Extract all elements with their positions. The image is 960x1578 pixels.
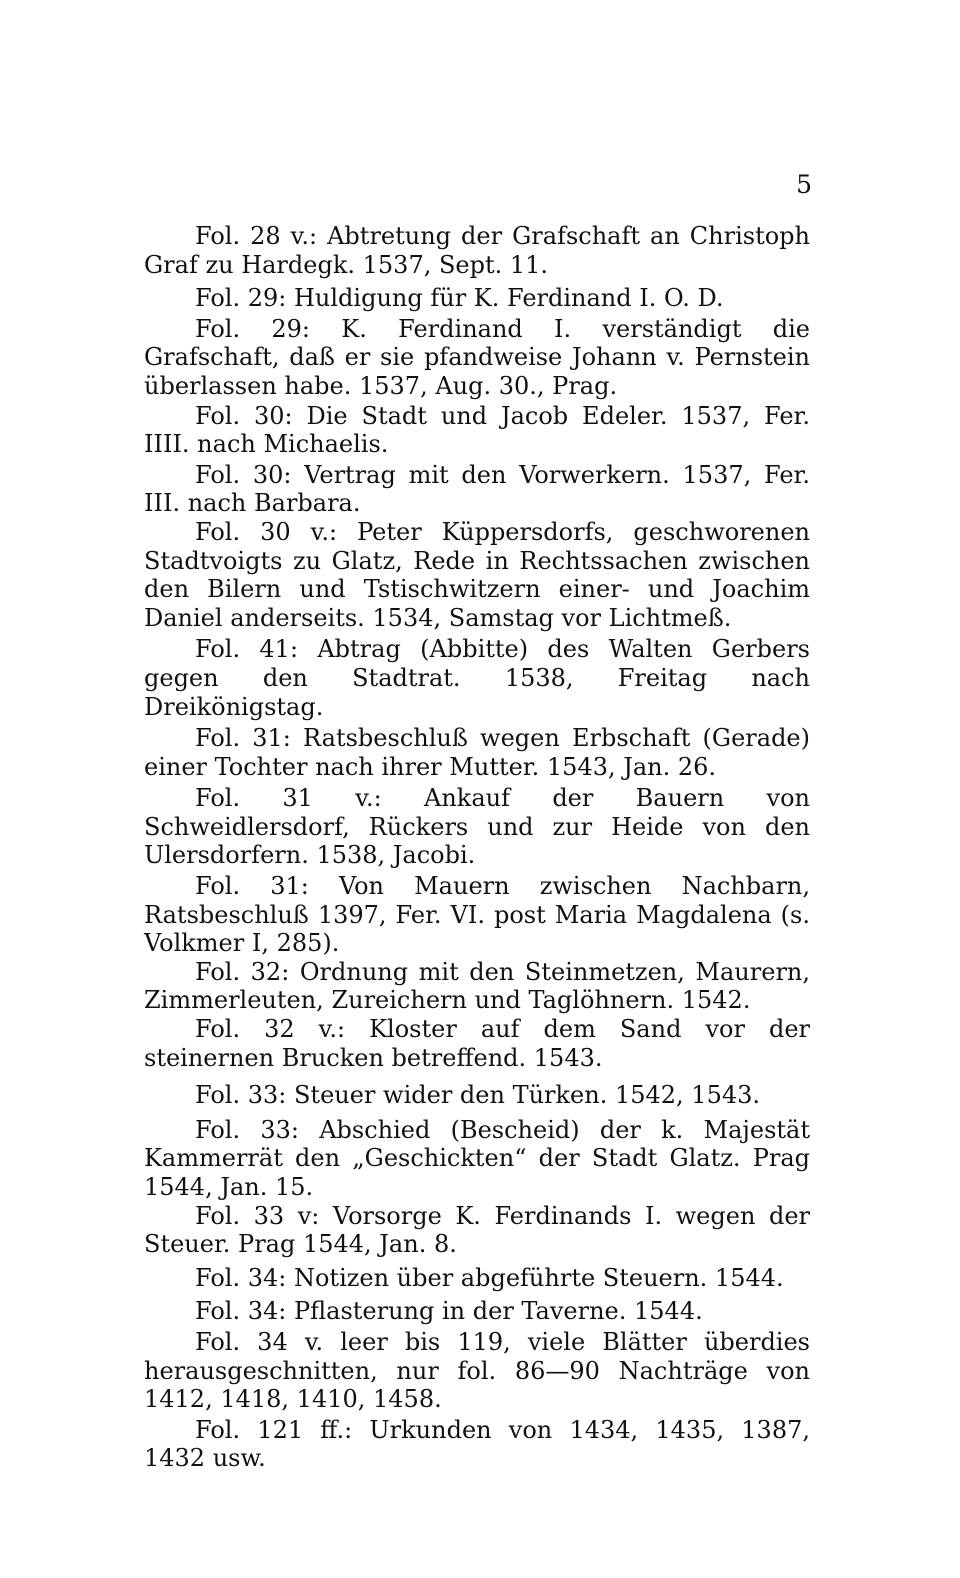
entry-fol-29a: Fol. 29: Huldigung für K. Ferdinand I. O. D.: [195, 284, 724, 313]
entry-fol-31b: Fol. 31: Von Mauern zwischen Nachbarn, Ratsbeschluß 1397, Fer. VI. post Maria Magdalena (s. Volkmer I, 285).: [144, 872, 810, 958]
entry-fol-30a: Fol. 30: Die Stadt und Jacob Edeler. 1537, Fer. IIII. nach Michaelis.: [144, 401, 810, 459]
entry-fol-33a: Fol. 33: Steuer wider den Türken. 1542, 1543.: [195, 1081, 761, 1110]
entry-fol-32v: Fol. 32 v.: Kloster auf dem Sand vor der steinernen Brucken betreffend. 1543.: [144, 1015, 810, 1072]
document-body: [144, 222, 810, 1473]
entry-fol-31a: Fol. 31: Ratsbeschluß wegen Erbschaft (Gerade) einer Tochter nach ihrer Mutter. 1543, Jan. 26.: [144, 724, 810, 781]
entry-fol-33b: Fol. 33: Abschied (Bescheid) der k. Majestät Kammerrät den „Geschickten“ der Stadt Glatz. Prag 1544, Jan. 15.: [144, 1115, 810, 1201]
entry-fol-34v: Fol. 34 v. leer bis 119, viele Blätter überdies herausgeschnitten, nur fol. 86—90 Nachträge von 1412, 1418, 1410, 1458.: [144, 1327, 810, 1414]
entry-fol-34a: Fol. 34: Notizen über abgeführte Steuern. 1544.: [195, 1263, 784, 1292]
entry-fol-31v: Fol. 31 v.: Ankauf der Bauern von Schweidlersdorf, Rückers und zur Heide von den Ulersdorfern. 1538, Jacobi.: [144, 784, 810, 870]
entry-fol-34b: Fol. 34: Pflasterung in der Taverne. 1544.: [195, 1297, 703, 1326]
entry-fol-121ff: Fol. 121 ff.: Urkunden von 1434, 1435, 1387, 1432 usw.: [144, 1415, 810, 1473]
entry-fol-28v: Fol. 28 v.: Abtretung der Grafschaft an Christoph Graf zu Hardegk. 1537, Sept. 11.: [144, 222, 810, 279]
entry-fol-29b: Fol. 29: K. Ferdinand I. verständigt die Grafschaft, daß er sie pfandweise Johann v. Pernstein überlassen habe. 1537, Aug. 30., Prag.: [144, 314, 810, 400]
entry-fol-33v: Fol. 33 v: Vorsorge K. Ferdinands I. wegen der Steuer. Prag 1544, Jan. 8.: [144, 1201, 810, 1259]
page-number: 5: [796, 170, 812, 199]
entry-fol-32: Fol. 32: Ordnung mit den Steinmetzen, Maurern, Zimmerleuten, Zureichern und Taglöhnern. 1542.: [144, 957, 810, 1015]
entry-fol-30b: Fol. 30: Vertrag mit den Vorwerkern. 1537, Fer. III. nach Barbara.: [144, 460, 810, 518]
entry-fol-30v: Fol. 30 v.: Peter Küppersdorfs, geschworenen Stadtvoigts zu Glatz, Rede in Rechtssachen zwischen den Bilern und Tstischwitzern einer- und Joachim Daniel anderseits. 1534, Samstag vor Lichtmeß.: [144, 517, 810, 632]
entry-fol-41: Fol. 41: Abtrag (Abbitte) des Walten Gerbers gegen den Stadtrat. 1538, Freitag nach Dreikönigstag.: [144, 635, 810, 721]
